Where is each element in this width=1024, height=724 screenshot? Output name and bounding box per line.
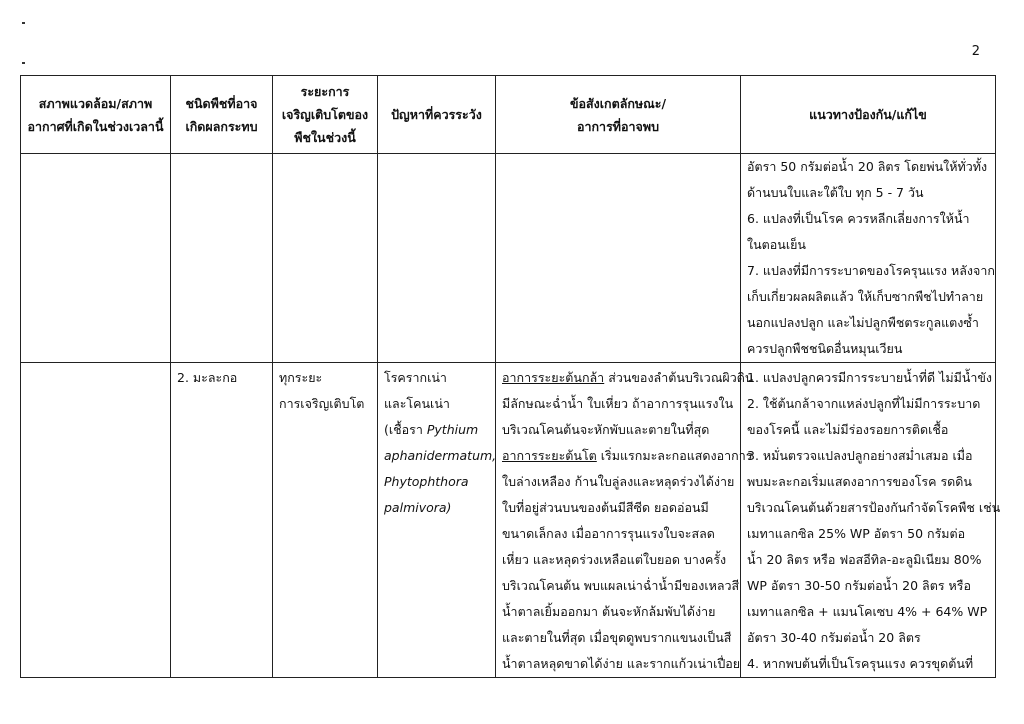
symptom-line: น้ำตาลหลุดขาดได้ง่าย และรากแก้วเน่าเปื่อย [502, 656, 741, 671]
header-prevention [741, 76, 996, 154]
header-environment [21, 76, 171, 154]
prevention-line: อัตรา 50 กรัมต่อน้ำ 20 ลิตร โดยพ่นให้ทั่วทั้ง [747, 159, 988, 174]
prevention-line: 4. หากพบต้นที่เป็นโรครุนแรง ควรขุดต้นที่ [747, 656, 974, 671]
problem-line [384, 417, 489, 443]
cell-crop [171, 363, 273, 678]
page-number: 2 [971, 44, 980, 59]
cell-problem [378, 154, 496, 363]
table-row [21, 154, 996, 363]
symptom-line: บริเวณโคนต้นจะหักพับและตายในที่สุด [502, 422, 710, 437]
seedling-stage-label: อาการระยะต้นกล้า [502, 370, 605, 385]
scan-mark [22, 22, 25, 24]
cell-prevention [741, 154, 996, 363]
symptom-line: เหี่ยว และหลุดร่วงเหลือแต่ใบยอด บางครั้ง [502, 552, 727, 567]
prevention-line: เก็บเกี่ยวผลผลิตแล้ว ให้เก็บซากพืชไปทำลาย [747, 289, 984, 304]
symptom-line: และตายในที่สุด เมื่อขุดดูพบรากแขนงเป็นสี [502, 630, 732, 645]
cell-symptoms [496, 363, 754, 678]
crop-name: 2. มะละกอ [177, 370, 238, 385]
prevention-line: 1. แปลงปลูกควรมีการระบายน้ำที่ดี ไม่มีน้ำขัง [747, 370, 993, 385]
symptom-line: ใบที่อยู่ส่วนบนของต้นมีสีซีด ยอดอ่อนมี [502, 500, 709, 515]
symptom-text: เริ่มแรกมะละกอแสดงอาการ [596, 448, 753, 463]
cell-environment [21, 154, 171, 363]
problem-line: และโคนเน่า [384, 396, 450, 411]
symptom-line: น้ำตาลเยิ้มออกมา ต้นจะหักล้มพับได้ง่าย [502, 604, 716, 619]
header-text: ชนิดพืชที่อาจ เกิดผลกระทบ [185, 95, 258, 134]
header-crop [171, 76, 273, 154]
symptom-line: ขนาดเล็กลง เมื่ออาการรุนแรงใบจะสลด [502, 526, 715, 541]
prevention-line: 2. ใช้ต้นกล้าจากแหล่งปลูกที่ไม่มีการระบาด [747, 396, 981, 411]
header-stage [273, 76, 378, 154]
cell-crop [171, 154, 273, 363]
mature-stage-label: อาการระยะต้นโต [502, 448, 597, 463]
pathogen-prefix: (เชื้อรา [384, 422, 427, 437]
header-text: ข้อสังเกตลักษณะ/ อาการที่อาจพบ [569, 95, 667, 134]
stage-line: การเจริญเติบโต [279, 396, 365, 411]
cell-stage [273, 154, 378, 363]
prevention-line: น้ำ 20 ลิตร หรือ ฟอสอีทิล-อะลูมิเนียม 80% [747, 552, 982, 567]
header-text: แนวทางป้องกัน/แก้ไข [809, 107, 927, 122]
cell-prevention [741, 363, 1001, 678]
symptom-line: ใบล่างเหลือง ก้านใบลู่ลงและหลุดร่วงได้ง่าย [502, 474, 735, 489]
scan-mark [22, 62, 25, 64]
header-text: ปัญหาที่ควรระวัง [391, 107, 482, 122]
prevention-line: 7. แปลงที่มีการระบาดของโรครุนแรง หลังจาก [747, 263, 995, 278]
prevention-line: นอกแปลงปลูก และไม่ปลูกพืชตระกูลแตงซ้ำ [747, 315, 979, 330]
symptom-line [502, 365, 754, 391]
symptom-text: ส่วนของลำต้นบริเวณผิวดิน [604, 370, 754, 385]
prevention-line: อัตรา 30-40 กรัมต่อน้ำ 20 ลิตร [747, 630, 921, 645]
symptom-line: บริเวณโคนต้น พบแผลเน่าฉ่ำน้ำมีของเหลวสี [502, 578, 740, 593]
prevention-line: 3. หมั่นตรวจแปลงปลูกอย่างสม่ำเสมอ เมื่อ [747, 448, 973, 463]
prevention-line: เมทาแลกซิล + แมนโคเซบ 4% + 64% WP [747, 604, 988, 619]
pathogen-name: Phytophthora [384, 474, 469, 489]
cell-problem [378, 363, 496, 678]
cell-stage [273, 363, 378, 678]
cell-environment [21, 363, 171, 678]
symptom-line [502, 443, 753, 469]
header-text: สภาพแวดล้อม/สภาพ อากาศที่เกิดในช่วงเวลานี้ [27, 95, 164, 134]
stage-line: ทุกระยะ [279, 370, 323, 385]
prevention-line: ด้านบนใบและใต้ใบ ทุก 5 - 7 วัน [747, 185, 924, 200]
pathogen-name: Pythium [426, 422, 479, 437]
pathogen-name: palmivora) [384, 500, 452, 515]
problem-line: โรครากเน่า [384, 370, 447, 385]
prevention-line: WP อัตรา 30-50 กรัมต่อน้ำ 20 ลิตร หรือ [747, 578, 971, 593]
header-row [21, 76, 996, 154]
prevention-line: พบมะละกอเริ่มแสดงอาการของโรค รดดิน [747, 474, 972, 489]
cell-symptoms [496, 154, 741, 363]
header-symptoms [496, 76, 741, 154]
prevention-line: เมทาแลกซิล 25% WP อัตรา 50 กรัมต่อ [747, 526, 966, 541]
advisory-table [20, 75, 1001, 678]
pathogen-name: aphanidermatum, [384, 448, 497, 463]
prevention-line: บริเวณโคนต้นด้วยสารป้องกันกำจัดโรคพืช เช่น [747, 500, 1001, 515]
prevention-line: ในตอนเย็น [747, 237, 806, 252]
prevention-line: ควรปลูกพืชชนิดอื่นหมุนเวียน [747, 341, 903, 356]
symptom-line: มีลักษณะฉ่ำน้ำ ใบเหี่ยว ถ้าอาการรุนแรงใน [502, 396, 734, 411]
prevention-line: ของโรคนี้ และไม่มีร่องรอยการติดเชื้อ [747, 422, 949, 437]
header-problem [378, 76, 496, 154]
table-row [21, 363, 996, 678]
header-text: ระยะการ เจริญเติบโตของ พืชในช่วงนี้ [281, 84, 369, 145]
prevention-line: 6. แปลงที่เป็นโรค ควรหลีกเลี่ยงการให้น้ำ [747, 211, 970, 226]
